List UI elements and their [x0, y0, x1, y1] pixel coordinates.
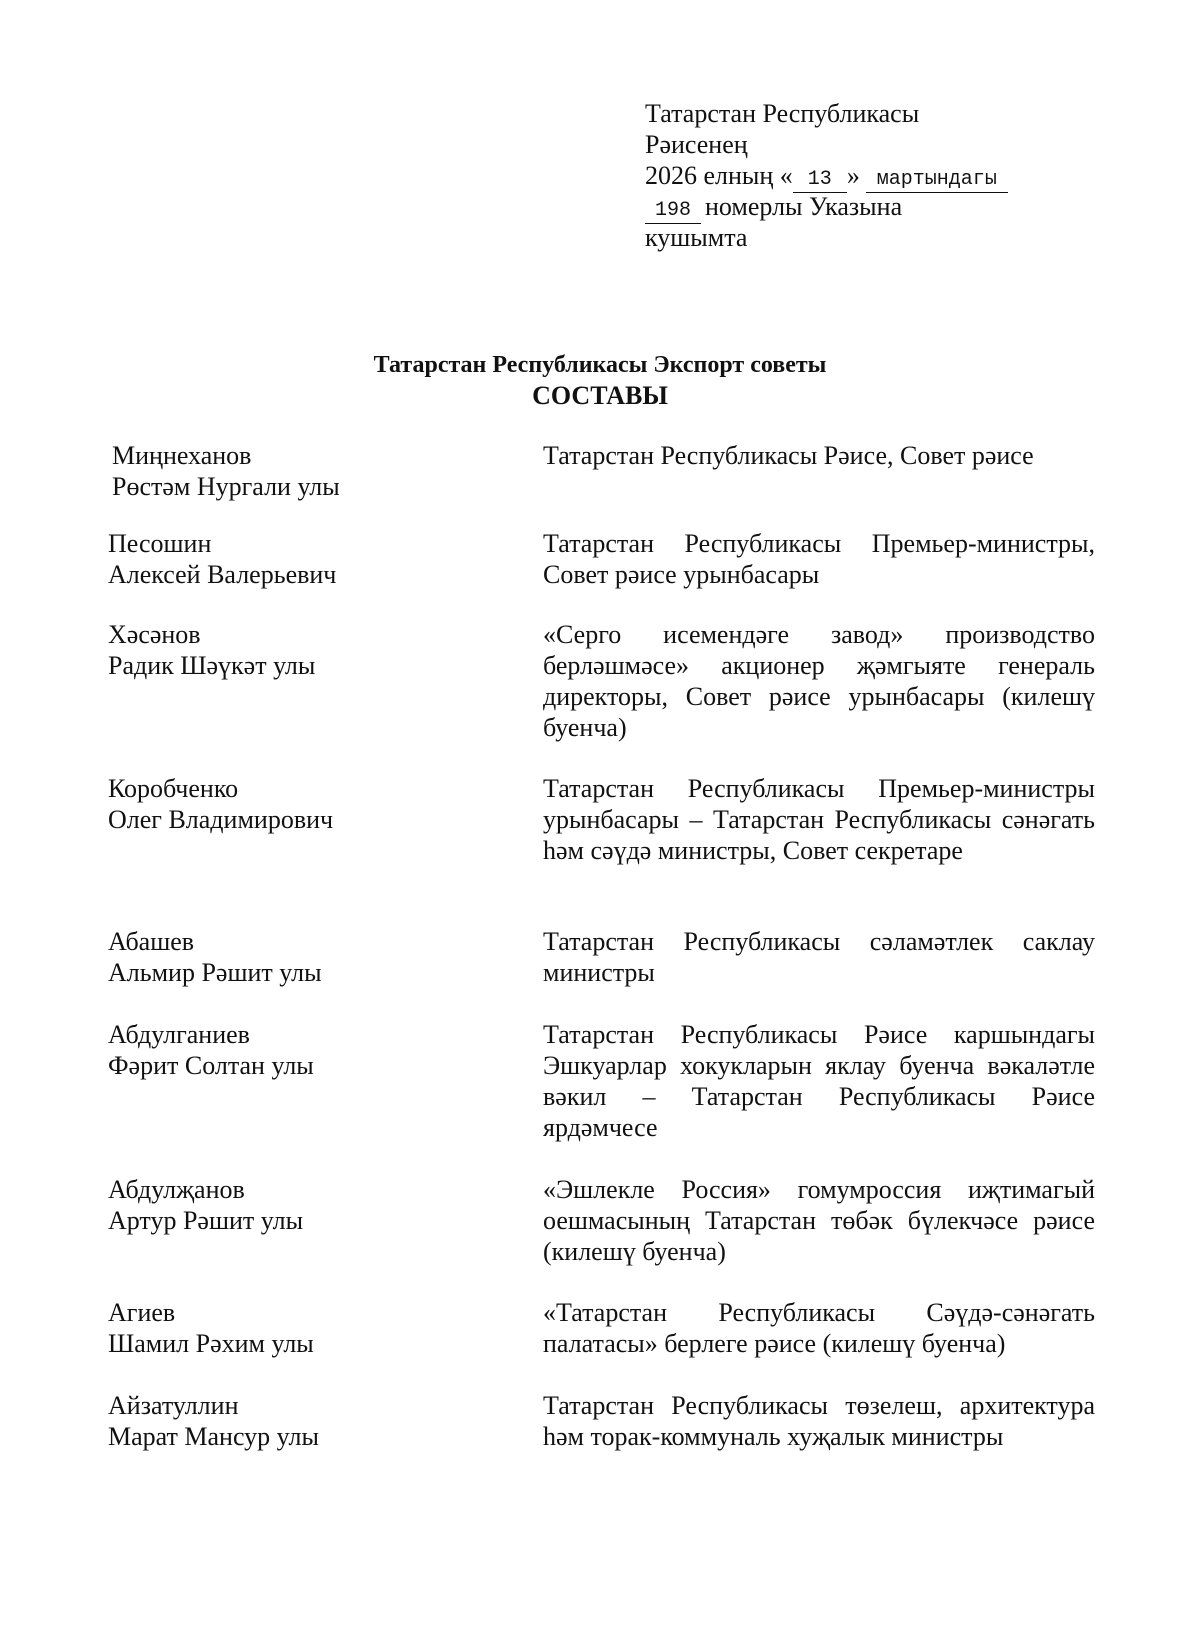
attachment-date-line: [645, 160, 1085, 191]
member-role: «Татарстан Республикасы Сәүдә-сәнәгать палатасы» берлеге рәисе (килешү буенча): [543, 1298, 1095, 1358]
member-role: Татарстан Республикасы сәламәтлек саклау министры: [543, 927, 1095, 987]
member-given-name: Марат Мансур улы: [108, 1422, 319, 1451]
member-given-name: Алексей Валерьевич: [108, 560, 337, 589]
handwritten-number: 198: [645, 199, 701, 224]
member-given-name: Рөстәм Нургали улы: [112, 472, 340, 501]
title-line-1: Татарстан Республикасы Экспорт советы: [373, 352, 827, 378]
member-role: Татарстан Республикасы Рәисе каршындагы Эшкуарлар хокукларын яклау буенча вәкаләтле вәкил – Татарстан Республикасы Рәисе ярдәмчесе: [543, 1020, 1095, 1142]
member-role: Татарстан Республикасы Рәисе, Совет рәисе: [543, 441, 1034, 470]
handwritten-month: мартындагы: [866, 168, 1008, 193]
attachment-line-1: Татарстан Республикасы: [645, 99, 920, 128]
title-line-2: СОСТАВЫ: [532, 381, 668, 410]
member-name: [108, 1390, 488, 1452]
member-surname: Абашев: [108, 927, 195, 956]
member-role: Татарстан Республикасы Премьер-министры урынбасары – Татарстан Республикасы сәнәгать һәм сәүдә министры, Совет секретаре: [543, 774, 1095, 865]
member-given-name: Альмир Рәшит улы: [108, 958, 322, 987]
member-surname: Хәсәнов: [108, 620, 201, 649]
member-role: Татарстан Республикасы төзелеш, архитектура һәм торак-коммуналь хуҗалык министры: [543, 1391, 1095, 1451]
member-surname: Коробченко: [108, 774, 239, 803]
member-name: [108, 528, 488, 590]
member-name: [112, 440, 492, 502]
attachment-line-5: кушымта: [645, 223, 748, 252]
member-surname: Айзатуллин: [108, 1391, 239, 1420]
member-given-name: Фәрит Солтан улы: [108, 1051, 314, 1080]
member-given-name: Шамил Рәхим улы: [108, 1329, 314, 1358]
date-quote-close: »: [846, 161, 860, 190]
member-name: [108, 619, 488, 681]
member-surname: Песошин: [108, 529, 212, 558]
member-surname: Абдулҗанов: [108, 1175, 245, 1204]
member-given-name: Олег Владимирович: [108, 805, 334, 834]
attachment-line-2: Рәисенең: [645, 130, 748, 159]
date-prefix: 2026 елның «: [645, 161, 793, 190]
member-name: [108, 926, 488, 988]
number-suffix: номерлы Указына: [705, 192, 903, 221]
member-surname: Миңнеханов: [112, 441, 252, 470]
attachment-note: [645, 98, 1085, 253]
member-name: [108, 1019, 488, 1081]
member-name: [108, 1174, 488, 1236]
member-name: [108, 773, 488, 835]
attachment-number-line: [645, 191, 1085, 222]
member-role: «Серго исемендәге завод» производство берләшмәсе» акционер җәмгыяте генераль директоры, Совет рәисе урынбасары (килешү буенча): [543, 620, 1095, 742]
handwritten-day: 13: [793, 168, 847, 193]
member-name: [108, 1297, 488, 1359]
member-surname: Агиев: [108, 1298, 176, 1327]
member-given-name: Радик Шәүкәт улы: [108, 651, 316, 680]
member-role: «Эшлекле Россия» гомумроссия иҗтимагый оешмасының Татарстан төбәк бүлекчәсе рәисе (килешү буенча): [543, 1175, 1095, 1266]
document-title: [0, 350, 1200, 412]
member-surname: Абдулганиев: [108, 1020, 250, 1049]
member-role: Татарстан Республикасы Премьер-министры, Совет рәисе урынбасары: [543, 529, 1095, 589]
member-given-name: Артур Рәшит улы: [108, 1206, 304, 1235]
